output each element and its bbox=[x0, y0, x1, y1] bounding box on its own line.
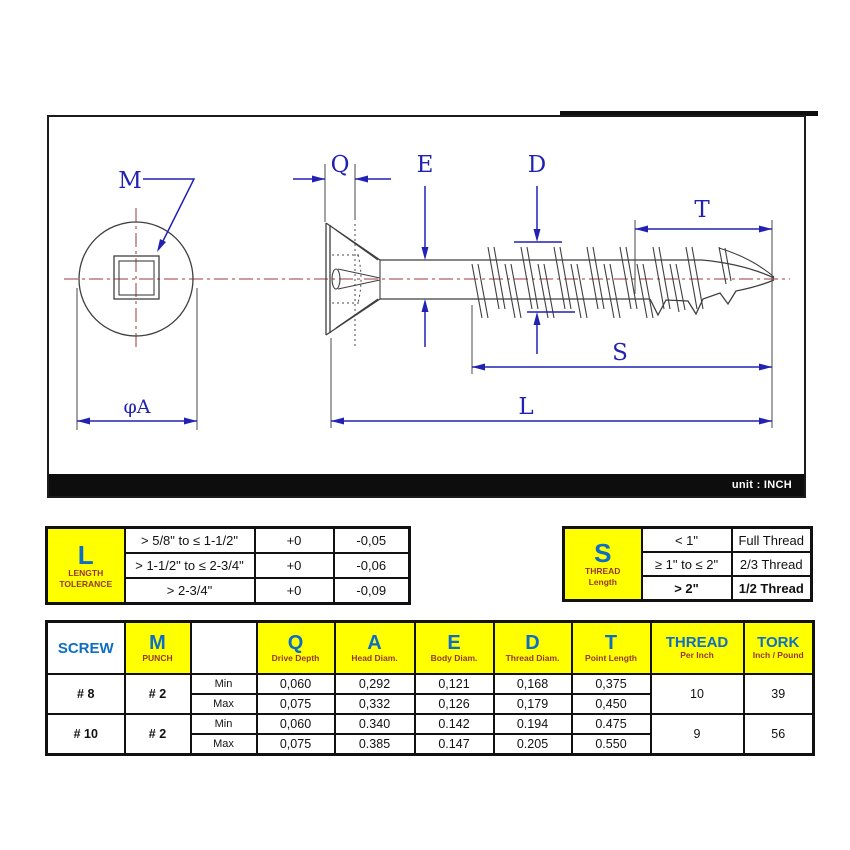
label-s: S bbox=[612, 340, 628, 366]
spec-value-cell: 0,375 bbox=[572, 674, 651, 694]
spec-value-cell: 0.147 bbox=[415, 734, 494, 755]
minmax-cell: Max bbox=[191, 694, 257, 714]
spec-col-blank-header bbox=[191, 622, 257, 675]
length-range-cell: > 1-1/2" to ≤ 2-3/4" bbox=[125, 553, 255, 578]
spec-col-d-header: D Thread Diam. bbox=[494, 622, 572, 675]
lower-tolerance-cell: -0,06 bbox=[334, 553, 410, 578]
spec-col-punch-header: M PUNCH bbox=[125, 622, 191, 675]
spec-value-cell: 0,450 bbox=[572, 694, 651, 714]
minmax-cell: Max bbox=[191, 734, 257, 755]
thread-range-cell: ≥ 1" to ≤ 2" bbox=[642, 552, 732, 576]
table-row bbox=[564, 528, 812, 553]
tork-cell: 39 bbox=[744, 674, 814, 714]
thread-length-table bbox=[562, 526, 813, 602]
spec-value-cell: 0,060 bbox=[257, 714, 335, 734]
minmax-cell: Min bbox=[191, 674, 257, 694]
dimension-q bbox=[293, 152, 391, 183]
dimension-phi-a bbox=[77, 396, 197, 425]
label-t: T bbox=[694, 197, 710, 223]
spec-value-cell: 0,121 bbox=[415, 674, 494, 694]
drawing-panel bbox=[47, 115, 806, 498]
thread-value-cell: Full Thread bbox=[732, 528, 812, 553]
spec-value-cell: 0.194 bbox=[494, 714, 572, 734]
spec-col-e-header: E Body Diam. bbox=[415, 622, 494, 675]
label-phi-a: φA bbox=[123, 396, 151, 418]
tolerance-title: TOLERANCE bbox=[59, 578, 113, 589]
thread-length-header-cell bbox=[564, 528, 642, 601]
thread-value-cell: 2/3 Thread bbox=[732, 552, 812, 576]
thread-per-inch-cell: 9 bbox=[651, 714, 744, 755]
spec-value-cell: 0,075 bbox=[257, 734, 335, 755]
length-tolerance-header-cell bbox=[47, 528, 125, 604]
dimension-m bbox=[118, 168, 194, 252]
length-range-cell: > 5/8" to ≤ 1-1/2" bbox=[125, 528, 255, 554]
label-d: D bbox=[527, 152, 547, 178]
lower-tolerance-cell: -0,09 bbox=[334, 578, 410, 604]
letter-s: S bbox=[594, 538, 612, 569]
length-title: LENGTH bbox=[68, 567, 104, 578]
spec-value-cell: 0.142 bbox=[415, 714, 494, 734]
spec-row-8-min bbox=[47, 674, 814, 694]
spec-col-a-header: A Head Diam. bbox=[335, 622, 415, 675]
punch-size-cell: # 2 bbox=[125, 714, 191, 755]
dimension-d bbox=[514, 152, 575, 354]
tork-cell: 56 bbox=[744, 714, 814, 755]
thread-per-inch-cell: 10 bbox=[651, 674, 744, 714]
screw-drawing bbox=[49, 117, 804, 474]
spec-value-cell: 0.340 bbox=[335, 714, 415, 734]
screw-spec-table bbox=[45, 620, 815, 756]
spec-value-cell: 0.205 bbox=[494, 734, 572, 755]
minmax-cell: Min bbox=[191, 714, 257, 734]
upper-tolerance-cell: +0 bbox=[255, 553, 334, 578]
dimension-t bbox=[635, 197, 772, 233]
length-subtitle: Length bbox=[588, 577, 617, 587]
letter-l: L bbox=[77, 539, 94, 570]
spec-value-cell: 0.550 bbox=[572, 734, 651, 755]
spec-col-q-header: Q Drive Depth bbox=[257, 622, 335, 675]
spec-row-10-min bbox=[47, 714, 814, 734]
spec-value-cell: 0,332 bbox=[335, 694, 415, 714]
spec-col-thread-header: THREAD Per Inch bbox=[651, 622, 744, 675]
screw-size-cell: # 10 bbox=[47, 714, 125, 755]
upper-tolerance-cell: +0 bbox=[255, 578, 334, 604]
lower-tolerance-cell: -0,05 bbox=[334, 528, 410, 554]
length-tolerance-table bbox=[45, 526, 411, 605]
table-row bbox=[47, 528, 410, 554]
spec-col-tork-header: TORK Inch / Pound bbox=[744, 622, 814, 675]
spec-col-screw-header: SCREW bbox=[47, 622, 125, 675]
label-q: Q bbox=[330, 152, 350, 178]
unit-label: unit : INCH bbox=[731, 479, 792, 491]
unit-bar bbox=[49, 474, 804, 496]
spec-value-cell: 0,126 bbox=[415, 694, 494, 714]
dimension-s bbox=[472, 340, 772, 371]
dimension-e bbox=[417, 152, 434, 347]
upper-tolerance-cell: +0 bbox=[255, 528, 334, 554]
spec-value-cell: 0,060 bbox=[257, 674, 335, 694]
spec-value-cell: 0,179 bbox=[494, 694, 572, 714]
spec-value-cell: 0.475 bbox=[572, 714, 651, 734]
thread-range-cell: > 2" bbox=[642, 576, 732, 601]
label-e: E bbox=[416, 152, 434, 178]
thread-range-cell: < 1" bbox=[642, 528, 732, 553]
punch-size-cell: # 2 bbox=[125, 674, 191, 714]
spec-col-t-header: T Point Length bbox=[572, 622, 651, 675]
label-l: L bbox=[518, 394, 534, 420]
thread-title: THREAD bbox=[585, 566, 621, 577]
screw-size-cell: # 8 bbox=[47, 674, 125, 714]
spec-value-cell: 0,292 bbox=[335, 674, 415, 694]
spec-value-cell: 0.385 bbox=[335, 734, 415, 755]
length-range-cell: > 2-3/4" bbox=[125, 578, 255, 604]
dimension-l bbox=[331, 394, 772, 425]
spec-value-cell: 0,075 bbox=[257, 694, 335, 714]
label-m: M bbox=[118, 168, 142, 194]
spec-header-row bbox=[47, 622, 814, 675]
spec-value-cell: 0,168 bbox=[494, 674, 572, 694]
thread-value-cell: 1/2 Thread bbox=[732, 576, 812, 601]
